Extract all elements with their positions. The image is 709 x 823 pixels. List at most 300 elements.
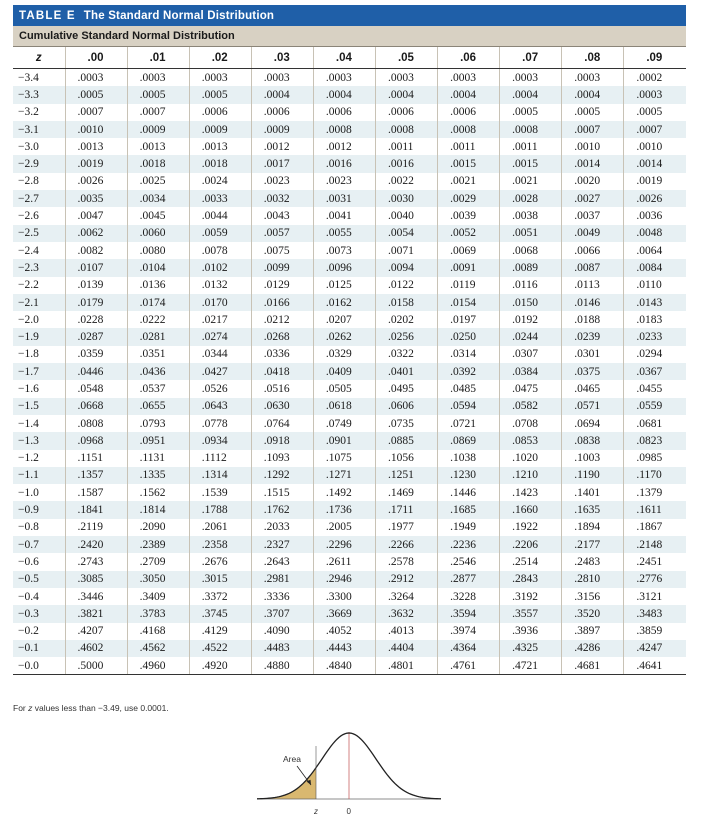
probability-cell: .0047 [65, 207, 127, 224]
probability-cell: .0007 [127, 104, 189, 121]
probability-cell: .0183 [624, 311, 686, 328]
probability-cell: .4443 [313, 640, 375, 657]
probability-cell: .0004 [438, 86, 500, 103]
probability-cell: .1736 [313, 501, 375, 518]
z-table [13, 47, 686, 675]
probability-cell: .0003 [438, 69, 500, 87]
probability-cell: .1401 [562, 484, 624, 501]
table-row [13, 380, 686, 397]
z-value-cell: −1.1 [18, 469, 39, 482]
probability-cell: .1251 [375, 467, 437, 484]
probability-cell: .0233 [624, 328, 686, 345]
probability-cell: .0028 [500, 190, 562, 207]
probability-cell: .0059 [189, 225, 251, 242]
table-row [13, 640, 686, 657]
probability-cell: .0039 [438, 207, 500, 224]
header-col: .03 [251, 47, 313, 69]
probability-cell: .0011 [500, 138, 562, 155]
probability-cell: .1003 [562, 450, 624, 467]
probability-cell: .0011 [375, 138, 437, 155]
probability-cell: .3936 [500, 623, 562, 640]
probability-cell: .1539 [189, 484, 251, 501]
probability-cell: .0495 [375, 380, 437, 397]
probability-cell: .0162 [313, 294, 375, 311]
probability-cell: .1335 [127, 467, 189, 484]
probability-cell: .0262 [313, 328, 375, 345]
probability-cell: .1038 [438, 450, 500, 467]
probability-cell: .0197 [438, 311, 500, 328]
probability-cell: .0643 [189, 398, 251, 415]
probability-cell: .2090 [127, 519, 189, 536]
probability-cell: .0006 [438, 104, 500, 121]
probability-cell: .0571 [562, 398, 624, 415]
probability-cell: .4761 [438, 657, 500, 675]
probability-cell: .1492 [313, 484, 375, 501]
probability-cell: .0014 [562, 155, 624, 172]
probability-cell: .0010 [624, 138, 686, 155]
probability-cell: .0143 [624, 294, 686, 311]
probability-cell: .0010 [562, 138, 624, 155]
z-value-cell: −3.4 [18, 71, 39, 84]
probability-cell: .4840 [313, 657, 375, 675]
probability-cell: .0516 [251, 380, 313, 397]
probability-cell: .0150 [500, 294, 562, 311]
probability-cell: .0055 [313, 225, 375, 242]
probability-cell: .0281 [127, 328, 189, 345]
probability-cell: .4052 [313, 623, 375, 640]
probability-cell: .3300 [313, 588, 375, 605]
table-row [13, 104, 686, 121]
probability-cell: .0174 [127, 294, 189, 311]
table-row [13, 69, 686, 87]
probability-cell: .2420 [65, 536, 127, 553]
probability-cell: .0934 [189, 432, 251, 449]
z-value-cell: −2.1 [18, 296, 39, 309]
probability-cell: .0036 [624, 207, 686, 224]
probability-cell: .0009 [127, 121, 189, 138]
header-row [13, 47, 686, 69]
probability-cell: .2981 [251, 571, 313, 588]
table-title-bar [13, 5, 686, 26]
probability-cell: .0384 [500, 363, 562, 380]
probability-cell: .0004 [562, 86, 624, 103]
probability-cell: .0019 [65, 155, 127, 172]
probability-cell: .0985 [624, 450, 686, 467]
table-subtitle: Cumulative Standard Normal Distribution [13, 26, 686, 47]
probability-cell: .0401 [375, 363, 437, 380]
probability-cell: .0146 [562, 294, 624, 311]
probability-cell: .2611 [313, 553, 375, 570]
probability-cell: .0080 [127, 242, 189, 259]
probability-cell: .0033 [189, 190, 251, 207]
probability-cell: .0793 [127, 415, 189, 432]
probability-cell: .0029 [438, 190, 500, 207]
z-value-cell: −1.4 [18, 417, 39, 430]
probability-cell: .0329 [313, 346, 375, 363]
probability-cell: .4364 [438, 640, 500, 657]
probability-cell: .2296 [313, 536, 375, 553]
probability-cell: .0244 [500, 328, 562, 345]
probability-cell: .0655 [127, 398, 189, 415]
probability-cell: .3015 [189, 571, 251, 588]
probability-cell: .0287 [65, 328, 127, 345]
table-row [13, 657, 686, 675]
probability-cell: .1587 [65, 484, 127, 501]
probability-cell: .2236 [438, 536, 500, 553]
probability-cell: .2578 [375, 553, 437, 570]
probability-cell: .4562 [127, 640, 189, 657]
probability-cell: .0087 [562, 259, 624, 276]
probability-cell: .0015 [438, 155, 500, 172]
probability-cell: .0681 [624, 415, 686, 432]
z-value-cell: −2.7 [18, 192, 39, 205]
table-row [13, 588, 686, 605]
z-value-cell: −2.5 [18, 227, 39, 240]
probability-cell: .0239 [562, 328, 624, 345]
probability-cell: .0344 [189, 346, 251, 363]
footnote-prefix: For [13, 703, 29, 713]
z-value-cell: −1.3 [18, 434, 39, 447]
probability-cell: .4641 [624, 657, 686, 675]
table-row [13, 623, 686, 640]
probability-cell: .3669 [313, 605, 375, 622]
probability-cell: .0030 [375, 190, 437, 207]
probability-cell: .0007 [65, 104, 127, 121]
z-value-cell: −0.4 [18, 590, 39, 603]
probability-cell: .0016 [313, 155, 375, 172]
probability-cell: .3372 [189, 588, 251, 605]
probability-cell: .4129 [189, 623, 251, 640]
probability-cell: .0021 [500, 173, 562, 190]
table-container [13, 5, 686, 675]
probability-cell: .2358 [189, 536, 251, 553]
z-value-cell: −3.3 [18, 88, 39, 101]
probability-cell: .4681 [562, 657, 624, 675]
probability-cell: .0708 [500, 415, 562, 432]
probability-cell: .1170 [624, 467, 686, 484]
probability-cell: .0465 [562, 380, 624, 397]
header-z: z [13, 47, 65, 69]
area-label: Area [283, 754, 301, 764]
zero-label: 0 [346, 807, 351, 816]
probability-cell: .0721 [438, 415, 500, 432]
probability-cell: .0537 [127, 380, 189, 397]
probability-cell: .0082 [65, 242, 127, 259]
probability-cell: .0139 [65, 277, 127, 294]
probability-cell: .0202 [375, 311, 437, 328]
z-value-cell: −3.1 [18, 123, 39, 136]
probability-cell: .0004 [375, 86, 437, 103]
header-col: .04 [313, 47, 375, 69]
z-value-cell: −1.6 [18, 382, 39, 395]
probability-cell: .0003 [65, 69, 127, 87]
probability-cell: .0008 [313, 121, 375, 138]
table-row [13, 571, 686, 588]
probability-cell: .0207 [313, 311, 375, 328]
probability-cell: .2676 [189, 553, 251, 570]
probability-cell: .4483 [251, 640, 313, 657]
table-row [13, 277, 686, 294]
probability-cell: .1515 [251, 484, 313, 501]
probability-cell: .4207 [65, 623, 127, 640]
probability-cell: .3156 [562, 588, 624, 605]
z-value-cell: −2.8 [18, 175, 39, 188]
probability-cell: .2643 [251, 553, 313, 570]
probability-cell: .0505 [313, 380, 375, 397]
probability-cell: .0018 [189, 155, 251, 172]
probability-cell: .0322 [375, 346, 437, 363]
probability-cell: .0808 [65, 415, 127, 432]
probability-cell: .2451 [624, 553, 686, 570]
probability-cell: .0005 [562, 104, 624, 121]
probability-cell: .0301 [562, 346, 624, 363]
probability-cell: .2514 [500, 553, 562, 570]
table-row [13, 363, 686, 380]
probability-cell: .0023 [251, 173, 313, 190]
probability-cell: .0749 [313, 415, 375, 432]
probability-cell: .1230 [438, 467, 500, 484]
probability-cell: .0049 [562, 225, 624, 242]
probability-cell: .0853 [500, 432, 562, 449]
probability-cell: .0060 [127, 225, 189, 242]
table-row [13, 450, 686, 467]
probability-cell: .1788 [189, 501, 251, 518]
probability-cell: .0023 [313, 173, 375, 190]
z-value-cell: −2.6 [18, 210, 39, 223]
probability-cell: .3557 [500, 605, 562, 622]
probability-cell: .0003 [500, 69, 562, 87]
probability-cell: .0048 [624, 225, 686, 242]
probability-cell: .0375 [562, 363, 624, 380]
probability-cell: .3228 [438, 588, 500, 605]
probability-cell: .0041 [313, 207, 375, 224]
header-col: .07 [500, 47, 562, 69]
table-row [13, 242, 686, 259]
probability-cell: .0188 [562, 311, 624, 328]
probability-cell: .0217 [189, 311, 251, 328]
probability-cell: .0012 [313, 138, 375, 155]
probability-cell: .0006 [375, 104, 437, 121]
probability-cell: .0968 [65, 432, 127, 449]
probability-cell: .0075 [251, 242, 313, 259]
probability-cell: .0129 [251, 277, 313, 294]
probability-cell: .0062 [65, 225, 127, 242]
probability-cell: .0010 [65, 121, 127, 138]
probability-cell: .0089 [500, 259, 562, 276]
z-value-cell: −2.2 [18, 279, 39, 292]
probability-cell: .2483 [562, 553, 624, 570]
probability-cell: .2061 [189, 519, 251, 536]
probability-cell: .0764 [251, 415, 313, 432]
table-row [13, 553, 686, 570]
table-title: The Standard Normal Distribution [83, 9, 275, 22]
probability-cell: .0154 [438, 294, 500, 311]
z-value-cell: −0.0 [13, 657, 65, 675]
z-value-cell: −0.6 [18, 555, 39, 568]
probability-cell: .0044 [189, 207, 251, 224]
probability-cell: .0125 [313, 277, 375, 294]
probability-cell: .0132 [189, 277, 251, 294]
probability-cell: .0027 [562, 190, 624, 207]
table-row [13, 501, 686, 518]
probability-cell: .2776 [624, 571, 686, 588]
probability-cell: .0005 [189, 86, 251, 103]
probability-cell: .0054 [375, 225, 437, 242]
probability-cell: .4960 [127, 657, 189, 675]
probability-cell: .0035 [65, 190, 127, 207]
table-row [13, 173, 686, 190]
probability-cell: .0005 [500, 104, 562, 121]
z-value-cell: −0.8 [18, 521, 39, 534]
probability-cell: .3783 [127, 605, 189, 622]
table-row [13, 398, 686, 415]
probability-cell: .4404 [375, 640, 437, 657]
z-value-cell: −1.7 [18, 365, 39, 378]
table-row [13, 536, 686, 553]
probability-cell: .0158 [375, 294, 437, 311]
probability-cell: .0099 [251, 259, 313, 276]
probability-cell: .0005 [127, 86, 189, 103]
probability-cell: .0026 [624, 190, 686, 207]
probability-cell: .1314 [189, 467, 251, 484]
probability-cell: .2119 [65, 519, 127, 536]
probability-cell: .2033 [251, 519, 313, 536]
z-value-cell: −1.2 [18, 452, 39, 465]
probability-cell: .0102 [189, 259, 251, 276]
probability-cell: .3483 [624, 605, 686, 622]
probability-cell: .1762 [251, 501, 313, 518]
probability-cell: .0427 [189, 363, 251, 380]
probability-cell: .0136 [127, 277, 189, 294]
probability-cell: .0016 [375, 155, 437, 172]
probability-cell: .0606 [375, 398, 437, 415]
z-value-cell: −2.3 [18, 261, 39, 274]
probability-cell: .0409 [313, 363, 375, 380]
probability-cell: .0043 [251, 207, 313, 224]
probability-cell: .0017 [251, 155, 313, 172]
probability-cell: .0110 [624, 277, 686, 294]
probability-cell: .0107 [65, 259, 127, 276]
probability-cell: .0274 [189, 328, 251, 345]
probability-cell: .0367 [624, 363, 686, 380]
z-value-cell: −1.5 [18, 400, 39, 413]
footnote [13, 703, 169, 713]
probability-cell: .0006 [251, 104, 313, 121]
probability-cell: .2709 [127, 553, 189, 570]
probability-cell: .1020 [500, 450, 562, 467]
probability-cell: .1685 [438, 501, 500, 518]
probability-cell: .2389 [127, 536, 189, 553]
probability-cell: .5000 [65, 657, 127, 675]
probability-cell: .1922 [500, 519, 562, 536]
probability-cell: .3446 [65, 588, 127, 605]
probability-cell: .3821 [65, 605, 127, 622]
z-value-cell: −3.0 [18, 140, 39, 153]
probability-cell: .0034 [127, 190, 189, 207]
probability-cell: .0735 [375, 415, 437, 432]
probability-cell: .4880 [251, 657, 313, 675]
table-row [13, 294, 686, 311]
probability-cell: .0526 [189, 380, 251, 397]
z-value-cell: −2.9 [18, 158, 39, 171]
probability-cell: .0003 [189, 69, 251, 87]
probability-cell: .0003 [251, 69, 313, 87]
table-row [13, 519, 686, 536]
table-row [13, 311, 686, 328]
probability-cell: .0314 [438, 346, 500, 363]
probability-cell: .0021 [438, 173, 500, 190]
probability-cell: .0014 [624, 155, 686, 172]
table-row [13, 225, 686, 242]
probability-cell: .1660 [500, 501, 562, 518]
probability-cell: .0618 [313, 398, 375, 415]
probability-cell: .1292 [251, 467, 313, 484]
probability-cell: .0119 [438, 277, 500, 294]
probability-cell: .4247 [624, 640, 686, 657]
header-col: .02 [189, 47, 251, 69]
probability-cell: .0294 [624, 346, 686, 363]
probability-cell: .2810 [562, 571, 624, 588]
probability-cell: .0485 [438, 380, 500, 397]
probability-cell: .0018 [127, 155, 189, 172]
probability-cell: .2843 [500, 571, 562, 588]
probability-cell: .1131 [127, 450, 189, 467]
z-value-cell: −0.5 [18, 573, 39, 586]
probability-cell: .2327 [251, 536, 313, 553]
probability-cell: .3192 [500, 588, 562, 605]
probability-cell: .0007 [624, 121, 686, 138]
probability-cell: .0778 [189, 415, 251, 432]
footnote-text: values less than −3.49, use 0.0001. [32, 703, 169, 713]
probability-cell: .0022 [375, 173, 437, 190]
probability-cell: .0038 [500, 207, 562, 224]
probability-cell: .4721 [500, 657, 562, 675]
probability-cell: .1814 [127, 501, 189, 518]
probability-cell: .0057 [251, 225, 313, 242]
probability-cell: .1562 [127, 484, 189, 501]
probability-cell: .2206 [500, 536, 562, 553]
probability-cell: .0668 [65, 398, 127, 415]
probability-cell: .0052 [438, 225, 500, 242]
probability-cell: .1867 [624, 519, 686, 536]
probability-cell: .0006 [189, 104, 251, 121]
probability-cell: .1423 [500, 484, 562, 501]
probability-cell: .0069 [438, 242, 500, 259]
probability-cell: .0008 [500, 121, 562, 138]
probability-cell: .0040 [375, 207, 437, 224]
z-value-cell: −0.9 [18, 504, 39, 517]
table-row [13, 484, 686, 501]
table-row [13, 190, 686, 207]
probability-cell: .1112 [189, 450, 251, 467]
probability-cell: .3264 [375, 588, 437, 605]
probability-cell: .0212 [251, 311, 313, 328]
probability-cell: .0228 [65, 311, 127, 328]
probability-cell: .1190 [562, 467, 624, 484]
probability-cell: .2005 [313, 519, 375, 536]
probability-cell: .3085 [65, 571, 127, 588]
table-row [13, 415, 686, 432]
probability-cell: .1446 [438, 484, 500, 501]
probability-cell: .0179 [65, 294, 127, 311]
probability-cell: .0003 [562, 69, 624, 87]
probability-cell: .1977 [375, 519, 437, 536]
probability-cell: .0116 [500, 277, 562, 294]
probability-cell: .0446 [65, 363, 127, 380]
probability-cell: .2177 [562, 536, 624, 553]
probability-cell: .0078 [189, 242, 251, 259]
probability-cell: .0351 [127, 346, 189, 363]
